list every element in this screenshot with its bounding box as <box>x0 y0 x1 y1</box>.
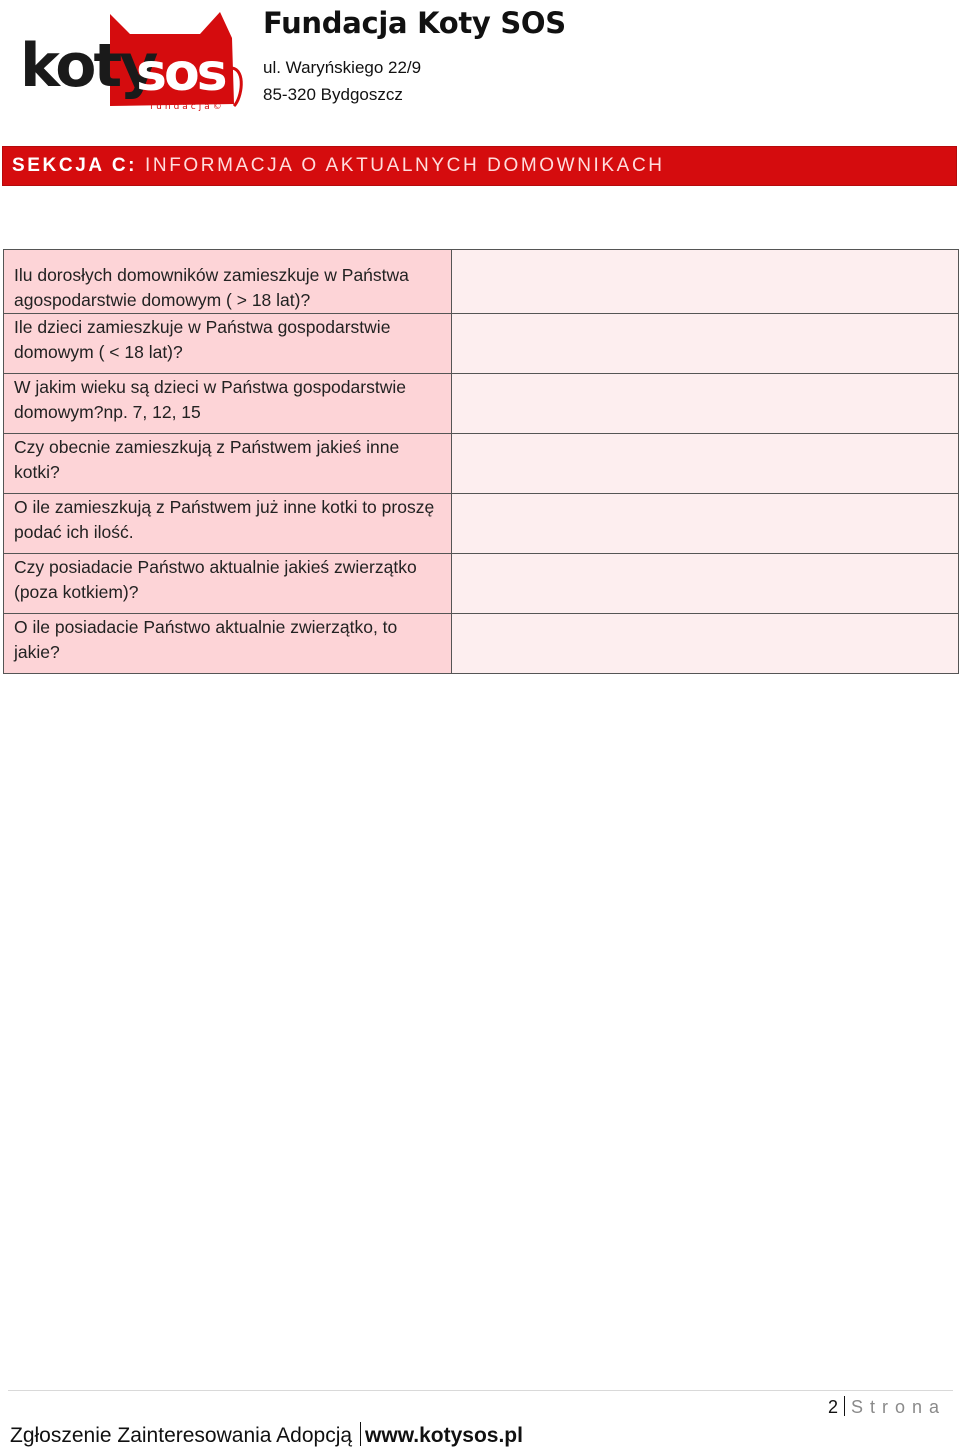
organization-street: ul. Waryńskiego 22/9 <box>263 58 422 77</box>
question-label: Czy posiadacie Państwo aktualnie jakieś zwierzątko (poza kotkiem)? <box>4 554 452 614</box>
answer-field[interactable] <box>452 494 959 554</box>
organization-name: Fundacja Koty SOS <box>263 6 566 40</box>
page-separator <box>844 1396 845 1416</box>
kotysos-logo <box>20 8 260 120</box>
answer-field[interactable] <box>452 614 959 674</box>
answer-field[interactable] <box>452 374 959 434</box>
question-label: O ile zamieszkują z Państwem już inne kotki to proszę podać ich ilość. <box>4 494 452 554</box>
answer-field[interactable] <box>452 250 959 314</box>
logo-fundacja-text: fundacja© <box>150 102 225 112</box>
question-label: Czy obecnie zamieszkują z Państwem jakieś inne kotki? <box>4 434 452 494</box>
answer-field[interactable] <box>452 554 959 614</box>
footer-separator <box>360 1422 361 1446</box>
question-label: O ile posiadacie Państwo aktualnie zwierzątko, to jakie? <box>4 614 452 674</box>
footer-document-title <box>10 1422 523 1448</box>
table-row <box>4 554 959 614</box>
logo-koty-text: koty <box>20 31 156 101</box>
section-heading <box>12 155 665 177</box>
household-questions-table <box>3 249 959 674</box>
table-row <box>4 374 959 434</box>
question-label: Ilu dorosłych domowników zamieszkuje w Państwa agospodarstwie domowym ( > 18 lat)? <box>4 250 452 314</box>
table-row <box>4 314 959 374</box>
answer-field[interactable] <box>452 314 959 374</box>
page-indicator <box>828 1396 946 1418</box>
table-row <box>4 434 959 494</box>
section-title: INFORMACJA O AKTUALNYCH DOMOWNIKACH <box>137 155 665 176</box>
organization-city: 85-320 Bydgoszcz <box>263 85 403 104</box>
document-title: Zgłoszenie Zainteresowania Adopcją <box>10 1424 353 1447</box>
page-number: 2 <box>827 1397 838 1417</box>
page-word: Strona <box>850 1397 946 1417</box>
question-label: W jakim wieku są dzieci w Państwa gospodarstwie domowym?np. 7, 12, 15 <box>4 374 452 434</box>
section-prefix: SEKCJA C: <box>12 155 138 176</box>
section-banner <box>2 146 957 186</box>
logo-sos-text: sos <box>136 43 225 103</box>
answer-field[interactable] <box>452 434 959 494</box>
question-label: Ile dzieci zamieszkuje w Państwa gospodarstwie domowym ( < 18 lat)? <box>4 314 452 374</box>
website-link[interactable]: www.kotysos.pl <box>365 1424 523 1447</box>
table-row <box>4 494 959 554</box>
footer-divider <box>8 1390 953 1391</box>
table-row <box>4 614 959 674</box>
table-row <box>4 250 959 314</box>
